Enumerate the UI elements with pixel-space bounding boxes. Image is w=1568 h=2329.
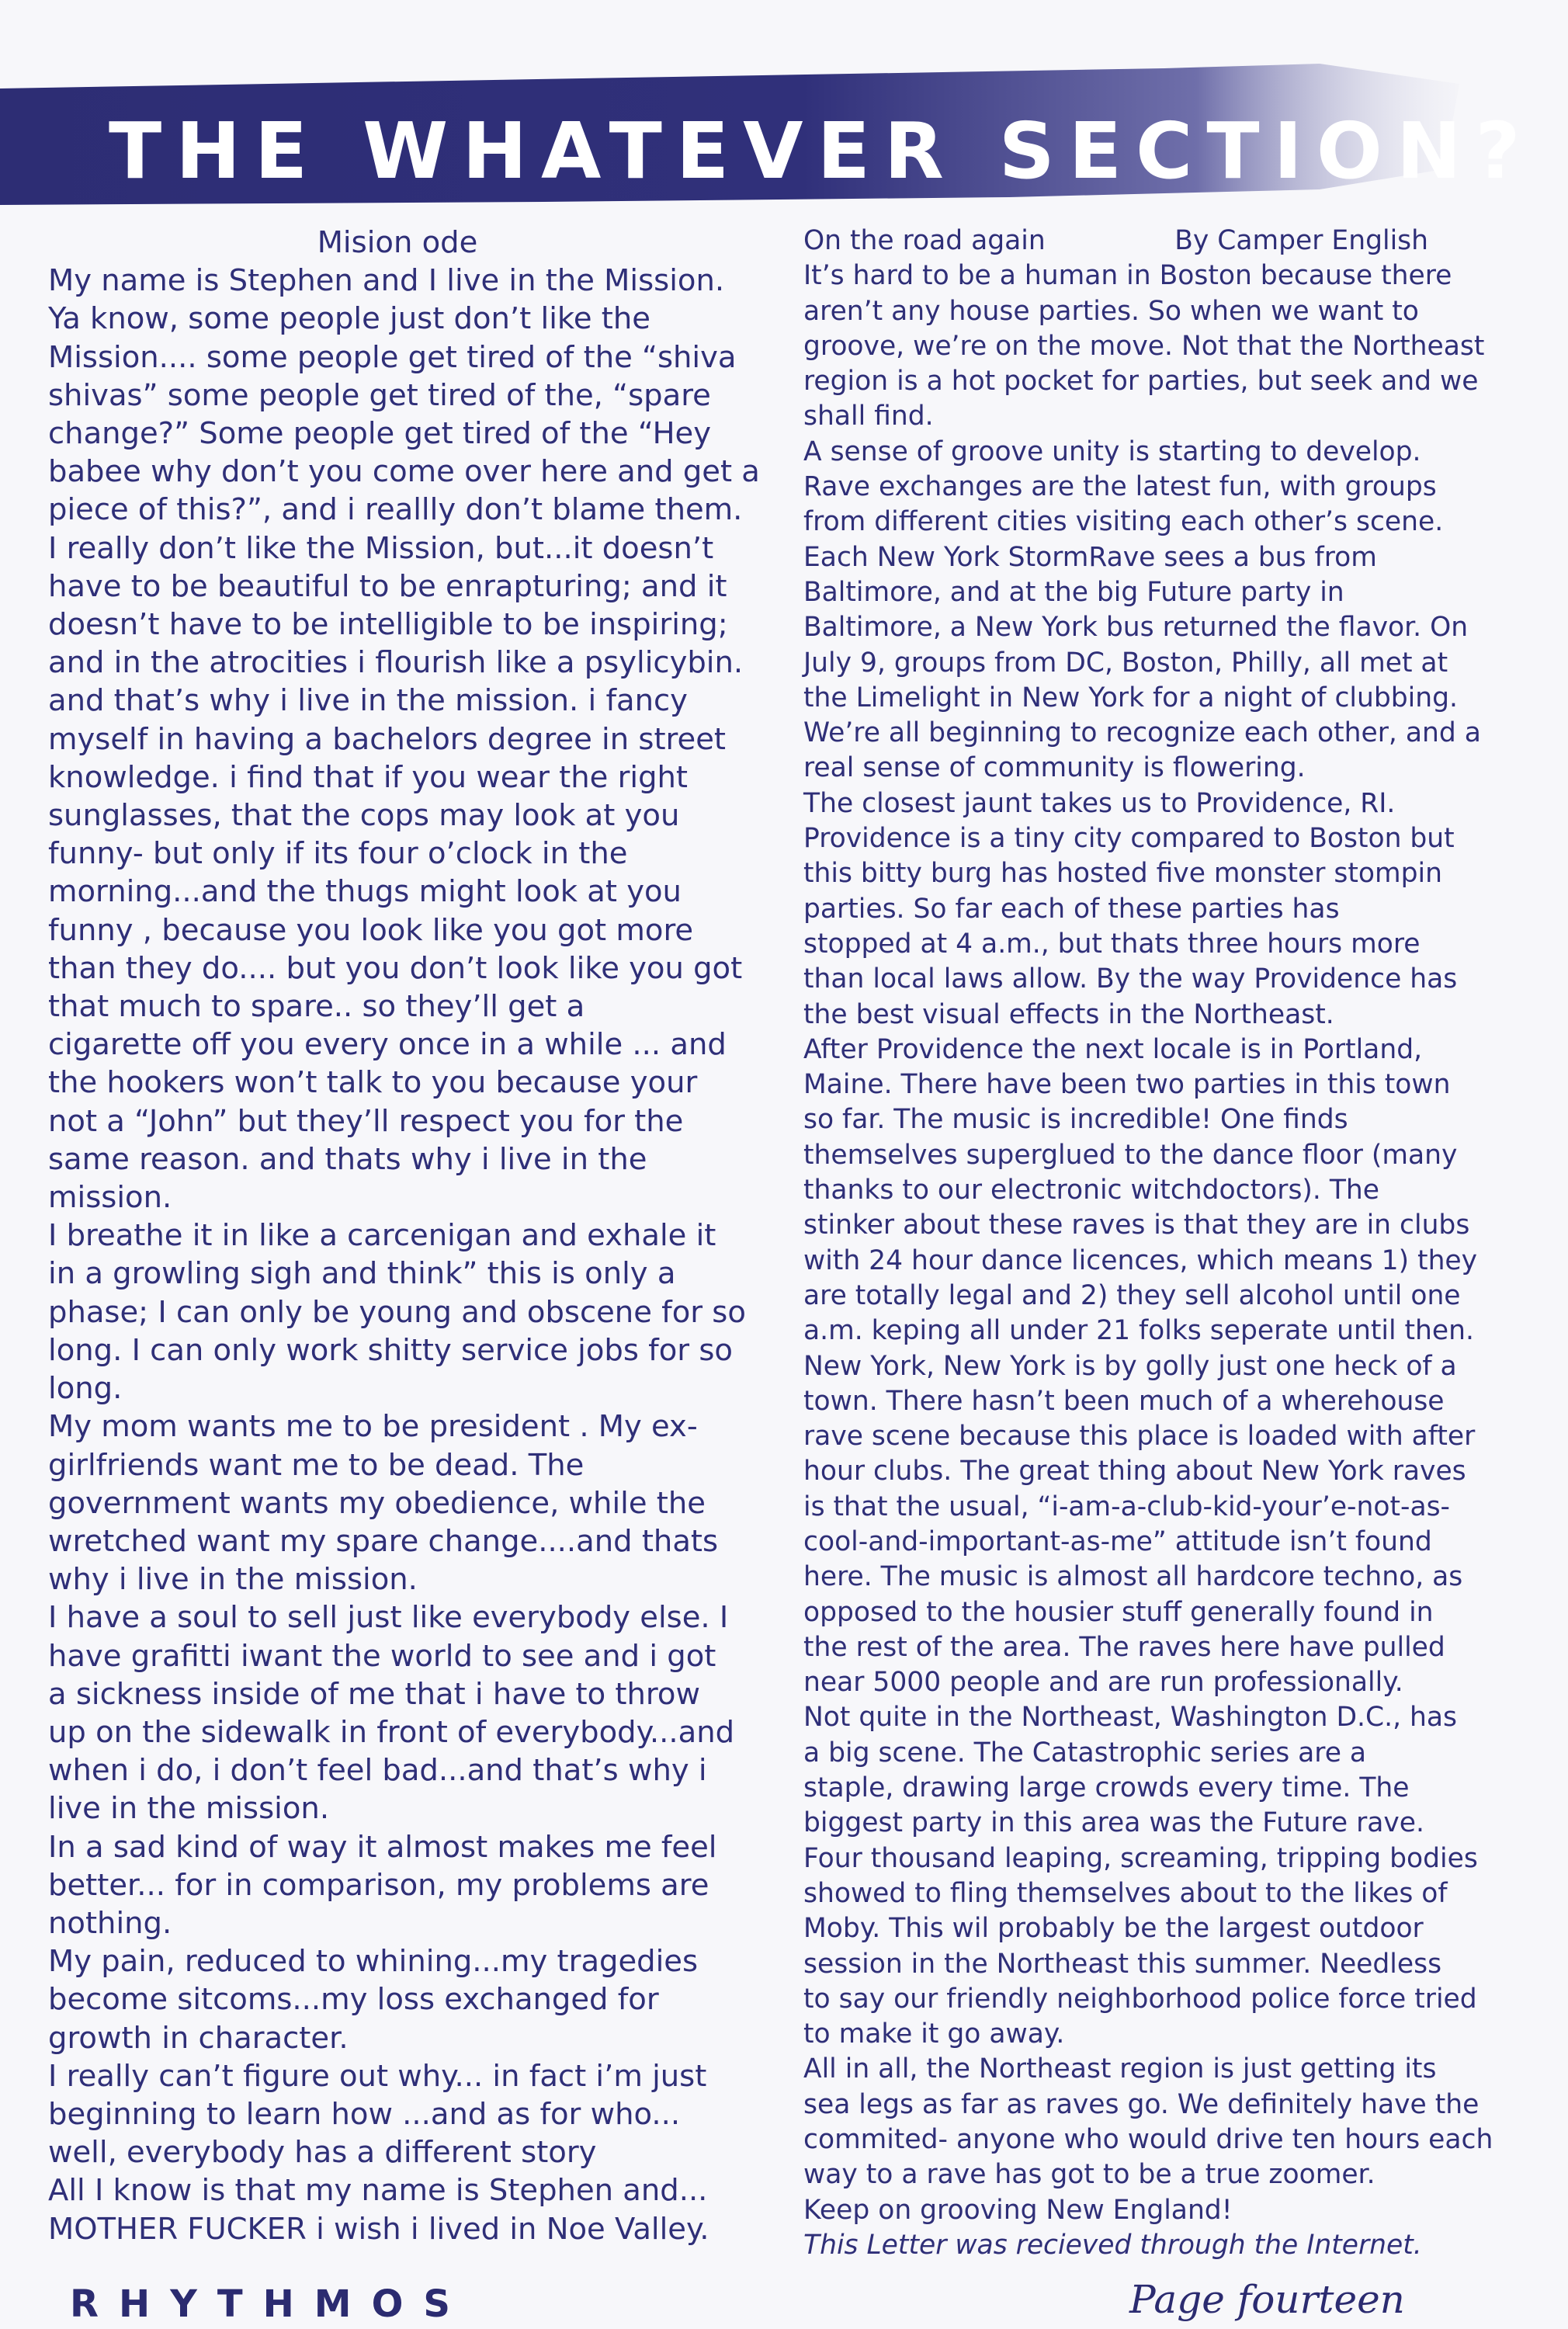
text-line: long. xyxy=(48,1371,123,1407)
text-line: All in all, the Northeast region is just getting its xyxy=(803,2053,1437,2085)
text-line: better... for in comparison, my problems are xyxy=(48,1867,709,1903)
text-line: Each New York StormRave sees a bus from xyxy=(803,541,1377,573)
text-line: why i live in the mission. xyxy=(48,1562,418,1598)
text-line: My mom wants me to be president . My ex- xyxy=(48,1409,698,1445)
text-line: groove, we’re on the move. Not that the Northeast xyxy=(803,330,1485,362)
text-line: not a “John” but they’ll respect you for the xyxy=(48,1103,684,1139)
text-line: same reason. and thats why i live in the xyxy=(48,1141,647,1177)
text-line: Rave exchanges are the latest fun, with groups xyxy=(803,471,1437,503)
text-line: change?” Some people get tired of the “Hey xyxy=(48,416,712,452)
text-line: biggest party in this area was the Future rave. xyxy=(803,1807,1425,1839)
text-line: morning...and the thugs might look at you xyxy=(48,874,682,910)
text-line: Baltimore, and at the big Future party in xyxy=(803,576,1344,608)
text-line: hour clubs. The great thing about New York raves xyxy=(803,1456,1466,1487)
text-line: in a growling sigh and think” this is only a xyxy=(48,1256,676,1292)
text-line: themselves superglued to the dance floor (many xyxy=(803,1139,1458,1171)
text-line: Maine. There have been two parties in this town xyxy=(803,1069,1451,1101)
text-line: have to be beautiful to be enrapturing; and it xyxy=(48,568,727,604)
text-line: sea legs as far as raves go. We definitely have the xyxy=(803,2088,1480,2120)
text-line: the Limelight in New York for a night of clubbing. xyxy=(803,682,1458,713)
text-line: sunglasses, that the cops may look at you xyxy=(48,798,680,834)
section-title: THE WHATEVER SECTION? xyxy=(109,106,1535,196)
text-line: funny- but only if its four o’clock in the xyxy=(48,836,628,872)
text-line: piece of this?”, and i reallly don’t blame them. xyxy=(48,492,743,528)
text-line: the rest of the area. The raves here have pulled xyxy=(803,1631,1445,1663)
article-footnote: This Letter was recieved through the Internet. xyxy=(803,2229,1422,2261)
text-line: a big scene. The Catastrophic series are a xyxy=(803,1737,1367,1768)
text-line: so far. The music is incredible! One finds xyxy=(803,1104,1348,1136)
text-line: Providence is a tiny city compared to Boston but xyxy=(803,823,1455,855)
text-line: In a sad kind of way it almost makes me feel xyxy=(48,1829,717,1865)
magazine-name: RHYTHMOS xyxy=(70,2282,470,2326)
text-line: stopped at 4 a.m., but thats three hours more xyxy=(803,928,1421,960)
text-line: Mission.... some people get tired of the “shiva xyxy=(48,339,737,375)
left-article xyxy=(48,224,760,2248)
text-line: It’s hard to be a human in Boston because there xyxy=(803,260,1452,292)
text-line: a.m. keping all under 21 folks seperate until then. xyxy=(803,1315,1474,1347)
text-line: thanks to our electronic witchdoctors). The xyxy=(803,1175,1379,1206)
text-line: I have a soul to sell just like everybody else. I xyxy=(48,1600,729,1636)
text-line: girlfriends want me to be dead. The xyxy=(48,1447,585,1483)
text-line: real sense of community is flowering. xyxy=(803,752,1306,784)
text-line: region is a hot pocket for parties, but seek and we xyxy=(803,366,1479,397)
text-line: doesn’t have to be intelligible to be inspiring; xyxy=(48,607,728,643)
text-line: than local laws allow. By the way Providence has xyxy=(803,963,1458,995)
text-line: knowledge. i find that if you wear the right xyxy=(48,759,689,795)
text-line: mission. xyxy=(48,1180,172,1216)
text-line: shivas” some people get tired of the, “spare xyxy=(48,377,711,413)
text-line: and that’s why i live in the mission. i fancy xyxy=(48,683,688,719)
text-line: way to a rave has got to be a true zoomer. xyxy=(803,2159,1375,2191)
text-line: A sense of groove unity is starting to develop. xyxy=(803,436,1421,467)
article-byline: By Camper English xyxy=(1174,225,1428,256)
text-line: I really can’t figure out why... in fact i’m just xyxy=(48,2058,707,2094)
text-line: government wants my obedience, while the xyxy=(48,1485,706,1521)
text-line: town. There hasn’t been much of a wherehouse xyxy=(803,1385,1445,1417)
article-body xyxy=(48,262,760,2248)
text-line: We’re all beginning to recognize each other, and a xyxy=(803,717,1481,749)
text-line: cigarette off you every once in a while ... and xyxy=(48,1027,727,1063)
text-line: July 9, groups from DC, Boston, Philly, all met at xyxy=(803,647,1448,679)
text-line: aren’t any house parties. So when we want to xyxy=(803,295,1419,327)
section-banner xyxy=(0,61,1535,247)
text-line: Ya know, some people just don’t like the xyxy=(48,301,650,337)
text-line: well, everybody has a different story xyxy=(48,2135,597,2171)
text-line: is that the usual, “i-am-a-club-kid-your’e-not-as- xyxy=(803,1491,1451,1522)
text-line: to say our friendly neighborhood police force tried xyxy=(803,1983,1477,2015)
text-line: shall find. xyxy=(803,401,934,432)
text-line: beginning to learn how ...and as for who... xyxy=(48,2096,681,2132)
text-line: Keep on grooving New England! xyxy=(803,2194,1233,2226)
text-line: wretched want my spare change....and thats xyxy=(48,1523,719,1559)
text-line: showed to fling themselves about to the likes of xyxy=(803,1877,1448,1909)
text-line: MOTHER FUCKER i wish i lived in Noe Valley. xyxy=(48,2211,709,2247)
page-number: Page fourteen xyxy=(1129,2277,1405,2322)
text-line: have grafitti iwant the world to see and i got xyxy=(48,1638,716,1674)
text-line: My pain, reduced to whining...my tragedies xyxy=(48,1944,699,1980)
text-line: commited- anyone who would drive ten hours each xyxy=(803,2124,1493,2156)
text-line: stinker about these raves is that they are in clubs xyxy=(803,1210,1470,1241)
text-line: After Providence the next locale is in Portland, xyxy=(803,1033,1423,1065)
text-line: nothing. xyxy=(48,1905,172,1941)
text-line: live in the mission. xyxy=(48,1791,330,1827)
text-line: to make it go away. xyxy=(803,2018,1065,2050)
text-line: Not quite in the Northeast, Washington D.C., has xyxy=(803,1702,1457,1734)
right-article xyxy=(803,224,1549,2263)
text-line: My name is Stephen and I live in the Mission. xyxy=(48,263,725,299)
text-line: here. The music is almost all hardcore techno, as xyxy=(803,1561,1463,1593)
text-line: a sickness inside of me that i have to throw xyxy=(48,1676,700,1712)
text-line: rave scene because this place is loaded with after xyxy=(803,1421,1476,1453)
text-line: phase; I can only be young and obscene for so xyxy=(48,1294,746,1330)
text-line: and in the atrocities i flourish like a psylicybin. xyxy=(48,645,744,681)
text-line: session in the Northeast this summer. Needless xyxy=(803,1948,1442,1980)
text-line: myself in having a bachelors degree in street xyxy=(48,721,726,757)
article-header xyxy=(803,224,1428,259)
text-line: opposed to the housier stuff generally found in xyxy=(803,1596,1434,1628)
text-line: this bitty burg has hosted five monster stompin xyxy=(803,858,1442,890)
text-line: babee why don’t you come over here and get a xyxy=(48,454,760,490)
text-line: that much to spare.. so they’ll get a xyxy=(48,989,585,1025)
text-line: near 5000 people and are run professionally. xyxy=(803,1667,1403,1699)
text-line: I really don’t like the Mission, but...it doesn’t xyxy=(48,530,714,566)
text-line: Baltimore, a New York bus returned the flavor. On xyxy=(803,612,1469,644)
text-line: growth in character. xyxy=(48,2020,349,2056)
text-line: funny , because you look like you got more xyxy=(48,912,694,948)
article-title: On the road again xyxy=(803,225,1046,256)
text-line: long. I can only work shitty service jobs for so xyxy=(48,1332,733,1368)
article-body xyxy=(803,259,1549,2228)
text-line: than they do.... but you don’t look like you got xyxy=(48,950,743,986)
text-line: Moby. This wil probably be the largest outdoor xyxy=(803,1913,1424,1945)
text-line: when i do, i don’t feel bad...and that’s why i xyxy=(48,1753,707,1789)
text-line: from different cities visiting each other’s scene. xyxy=(803,506,1444,538)
text-line: staple, drawing large crowds every time. The xyxy=(803,1772,1410,1804)
text-line: The closest jaunt takes us to Providence, RI. xyxy=(803,787,1396,819)
text-line: Four thousand leaping, screaming, tripping bodies xyxy=(803,1842,1478,1874)
text-line: New York, New York is by golly just one heck of a xyxy=(803,1350,1457,1382)
text-line: All I know is that my name is Stephen and... xyxy=(48,2173,708,2209)
text-line: parties. So far each of these parties has xyxy=(803,893,1340,925)
text-line: cool-and-important-as-me” attitude isn’t found xyxy=(803,1525,1432,1557)
text-line: become sitcoms...my loss exchanged for xyxy=(48,1982,659,2018)
article-title: Mision ode xyxy=(317,225,478,260)
text-line: with 24 hour dance licences, which means 1) they xyxy=(803,1244,1478,1276)
text-line: up on the sidewalk in front of everybody...and xyxy=(48,1714,735,1750)
text-line: the hookers won’t talk to you because your xyxy=(48,1065,698,1101)
text-line: I breathe it in like a carcenigan and exhale it xyxy=(48,1218,716,1254)
text-line: the best visual effects in the Northeast. xyxy=(803,998,1334,1030)
text-line: are totally legal and 2) they sell alcohol until one xyxy=(803,1279,1461,1311)
